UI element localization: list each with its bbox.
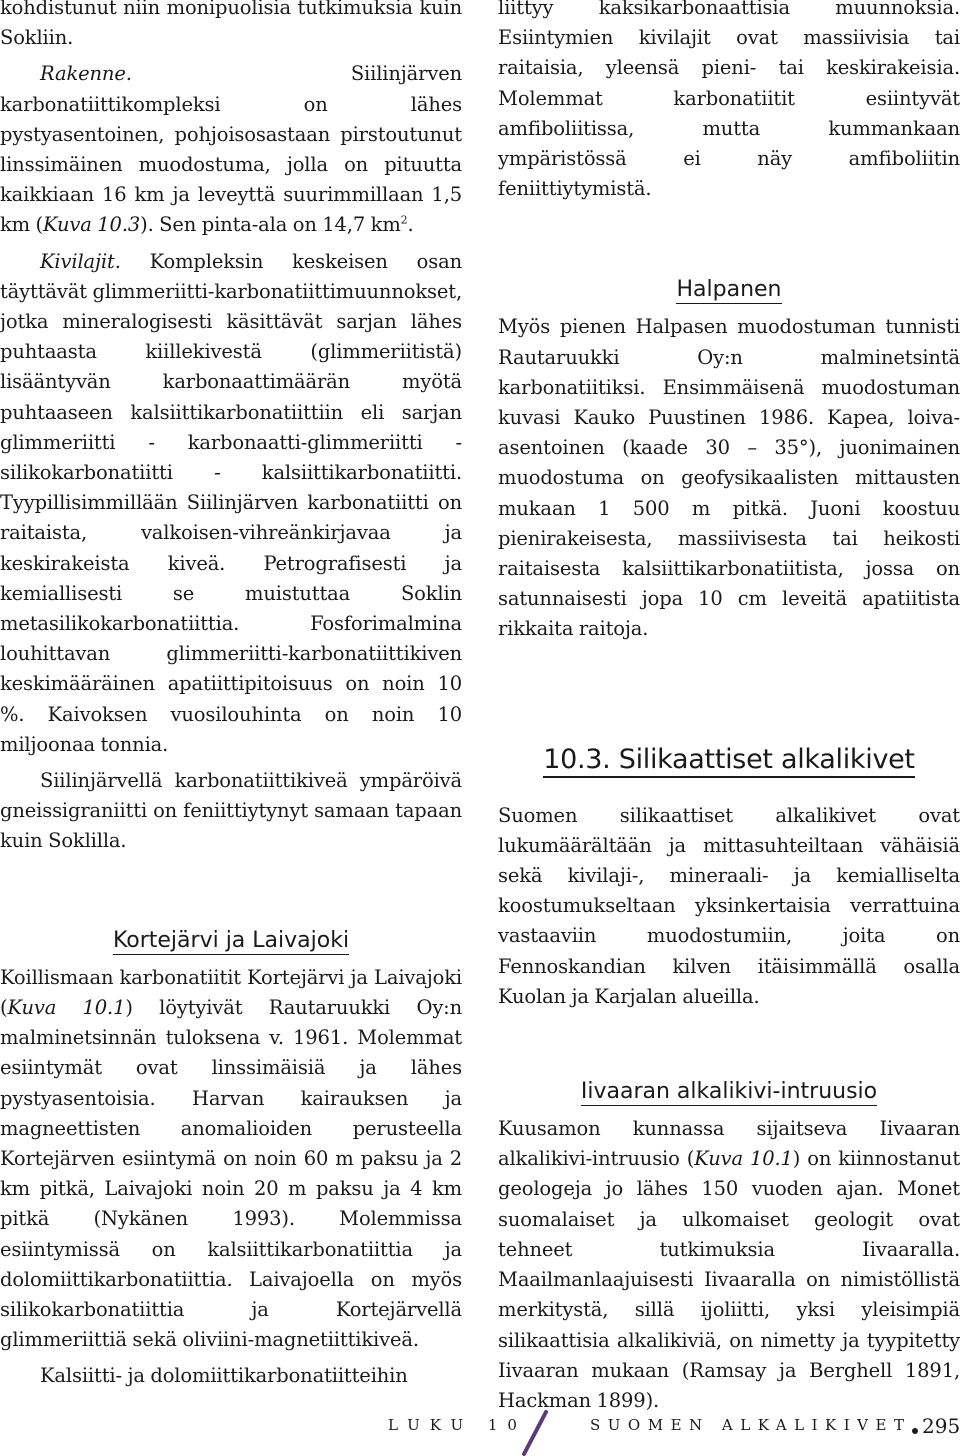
paragraph-continuation: liittyy kaksikarbonaattisia muunnoksia. Esiintymien kivilajit ovat massiivisia tai raitaisia, yleensä pieni- tai keskirakeisia. Molemmat karbonatiitit esiintyvät amfiboliitissa, mutta kummankaan ympäristössä ei näy amfiboliitin feniittiytymistä. xyxy=(498,0,960,201)
section-heading-silikaattiset-alkalikivet xyxy=(498,743,960,777)
paragraph-kivilajit xyxy=(0,247,462,760)
paragraph-text: ) on kiinnostanut geologeja jo lähes 150 vuoden ajan. Monet suomalaiset ja ulkomaiset geologit ovat tehneet tutkimuksia Iivaaralla. Maailmanlaajuisesti Iivaaralla on nimistöllistä merkitystä, sillä ijoliitti, yksi yleisimpiä silikaattisia alkalikiviä, on nimetty ja tyypitetty Iivaaran mukaan (Ramsay ja Berghell 1891, Hackman 1899). xyxy=(498,1147,960,1412)
paragraph-rakenne xyxy=(0,59,462,240)
paragraph-text: Kuusamon kunnassa sijaitseva Iivaaran alkalikivi-intruusio ( xyxy=(498,1117,960,1171)
paragraph-text: Siilinjärven karbonatiittikompleksi on lähes pystyasentoinen, pohjoisosastaan pirstoutunut linssimäinen muodostuma, jolla on pituutta kaikkiaan 16 km ja leveyttä suurimmillaan 1,5 km ( xyxy=(0,62,462,237)
heading-text: Kortejärvi ja Laivajoki xyxy=(112,927,350,953)
slash-divider-icon xyxy=(510,1410,560,1456)
left-column xyxy=(0,0,462,1392)
figure-reference: Kuva 10.3 xyxy=(43,213,141,237)
paragraph-text: . xyxy=(407,213,414,237)
page-footer xyxy=(0,1410,960,1456)
heading-halpanen xyxy=(498,276,960,304)
page-number: 295 xyxy=(922,1414,960,1438)
figure-reference: Kuva 10.1 xyxy=(7,995,126,1019)
paragraph-continues-next-column: Kalsiitti- ja dolomiittikarbonatiitteihin xyxy=(40,1364,408,1388)
run-in-heading-kivilajit: Kivilajit. xyxy=(40,249,121,273)
heading-iivaara xyxy=(498,1078,960,1106)
paragraph-halpanen: Myös pienen Halpasen muodostuman tunnisti Rautaruukki Oy:n malminetsintä karbonatiitiksi. Ensimmäisenä muodostuman kuvasi Kauko Puustinen 1986. Kapea, loiva-asentoinen (kaade 30 – 35°), juonimainen muodostuma on geofysikaalisten mittausten mukaan 1 500 m pitkä. Juoni koostuu pienirakeisesta, massiivisesta tai heikosti raitaisesta kalsiittikarbonatiitista, jossa on satunnaisesti jopa 10 cm leveitä apatiitista rikkaita raitoja. xyxy=(498,315,960,641)
figure-reference: Kuva 10.1 xyxy=(694,1147,793,1171)
paragraph-text: ). Sen pinta-ala on 14,7 km xyxy=(140,213,401,237)
paragraph-text: Kompleksin keskeisen osan täyttävät glimmeriitti-karbonatiittimuunnokset, jotka mineralogisesti käsittävät sarjan lähes puhtaasta kiillekivestä (glimmeriitistä) lisääntyvän karbonaattimäärän myötä puhtaaseen kalsiittikarbonatiittiin eli sarjan glimmeriitti - karbonaatti-glimmeriitti - silikokarbonatiitti - kalsiittikarbonatiitti. Tyypillisimmillään Siilinjärven karbonatiitti on raitaista, valkoisen-vihreänkirjavaa ja keskirakeista kiveä. Petrografisesti ja kemiallisesti se muistuttaa Soklin metasilikokarbonatiittia. Fosforimalmina louhittavan glimmeriitti-karbonatiittikiven keskimääräinen apatiittipitoisuus on noin 10 %. Kaivoksen vuosilouhinta on noin 10 miljoonaa tonnia. xyxy=(0,249,462,756)
paragraph-kortejarvi xyxy=(0,963,462,1356)
paragraph-silikaattiset: Suomen silikaattiset alkalikivet ovat lukumäärältään ja mittasuhteiltaan vähäisiä sekä kivilaji-, mineraali- ja kemialliselta koostumukseltaan yksinkertaisia verrattuina vastaaviin muodostumiin, joita on Fennoskandian kilven itäisimmällä osalla Kuolan ja Karjalan alueilla. xyxy=(498,803,960,1008)
paragraph-iivaara xyxy=(498,1114,960,1416)
footer-chapter-label: LUKU 10 xyxy=(388,1416,527,1434)
heading-kortejarvi-laivajoki xyxy=(0,927,462,955)
right-column xyxy=(498,0,960,1416)
heading-text: Halpanen xyxy=(676,277,782,303)
section-heading-text: 10.3. Silikaattiset alkalikivet xyxy=(543,744,914,778)
paragraph-text: Koillismaan karbonatiitit Kortejärvi ja Laivajoki ( xyxy=(0,965,462,1019)
run-in-heading-rakenne: Rakenne. xyxy=(40,62,132,86)
paragraph-text: ) löytyivät Rautaruukki Oy:n malminetsinnän tuloksena v. 1961. Molemmat esiintymät ovat linssimäisiä ja lähes pystyasentoisia. Harvan kairauksen ja magneettisten anomalioiden perusteella Kortejärven esiintymä on noin 60 m paksu ja 2 km pitkä, Laivajoki noin 20 m paksu ja 4 km pitkä (Nykänen 1993). Molemmissa esiintymissä on kalsiittikarbonatiittia ja dolomiittikarbonatiittia. Laivajoella on myös silikokarbonatiittia ja Kortejärvellä glimmeriittiä sekä oliviini-magnetiittikiveä. xyxy=(0,995,463,1352)
paragraph-intro-continuation: kohdistunut niin monipuolisia tutkimuksia kuin Sokliin. xyxy=(0,0,462,50)
footer-book-title: SUOMEN ALKALIKIVET xyxy=(590,1416,912,1434)
superscript: 2 xyxy=(400,213,408,227)
heading-text: Iivaaran alkalikivi-intruusio xyxy=(580,1079,878,1105)
bullet-dot-icon xyxy=(912,1428,918,1434)
paragraph-siilinjarvi-fenite: Siilinjärvellä karbonatiittikiveä ympäröivä gneissigraniitti on feniittiytynyt samaan tapaan kuin Soklilla. xyxy=(0,769,462,853)
